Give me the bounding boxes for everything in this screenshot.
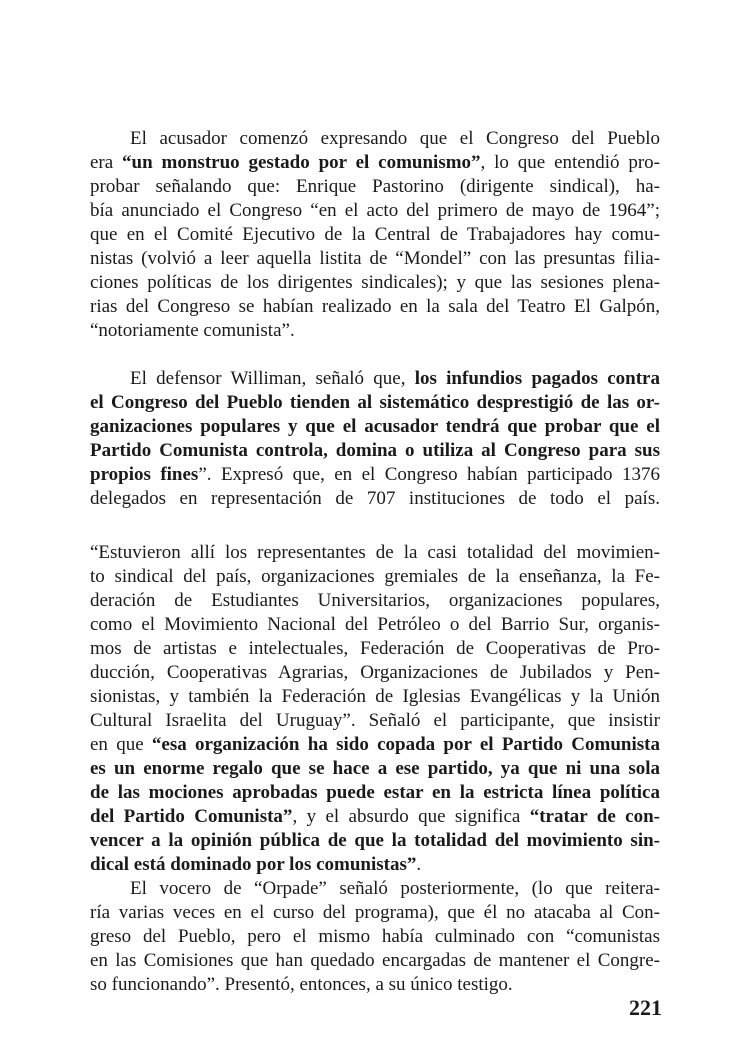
bold-quote: de las mociones aprobadas puede estar en la estricta línea política [90, 782, 660, 803]
bold-quote: “tratar de con- [529, 806, 660, 827]
bold-quote: es un enorme regalo que se hace a ese partido, ya que ni una sola [90, 758, 660, 779]
text-line: sionistas, y también la Federación de Iglesias Evangélicas y la Unión [90, 686, 660, 707]
text-line: so funcionando”. Presentó, entonces, a su único testigo. [90, 974, 513, 995]
bold-text: propios fines [90, 464, 199, 485]
text-line [90, 367, 660, 391]
bold-quote: vencer a la opinión pública de que la totalidad del movimiento sin- [90, 830, 660, 851]
text-line: Cultural Israelita del Uruguay”. Señaló el participante, que insistir [90, 710, 660, 731]
text-line: probar señalando que: Enrique Pastorino (dirigente sindical), ha- [90, 176, 660, 197]
text-line: en las Comisiones que han quedado encargadas de mantener el Congre- [90, 950, 660, 971]
paragraph-quote [90, 541, 660, 997]
bold-quote: “esa organización ha sido copada por el Partido Comunista [151, 734, 660, 755]
text-span: , y el absurdo que significa [292, 806, 530, 827]
text-span: El defensor Williman, señaló que, [130, 368, 415, 389]
text-line: ciones políticas de los dirigentes sindicales); y que las sesiones plena- [90, 272, 660, 293]
text-line [90, 805, 660, 829]
text-line: ducción, Cooperativas Agrarias, Organizaciones de Jubilados y Pen- [90, 662, 660, 683]
text-line [90, 781, 660, 805]
bold-quote: “un monstruo gestado por el comunismo” [122, 152, 481, 173]
text-line [90, 463, 660, 487]
paragraph-defender [90, 367, 660, 511]
text-line: El vocero de “Orpade” señaló posteriormente, (lo que reitera- [130, 878, 660, 899]
text-line: bía anunciado el Congreso “en el acto del primero de mayo de 1964”; [90, 200, 660, 221]
text-line [90, 151, 660, 175]
text-span: era [90, 152, 123, 173]
text-line: deración de Estudiantes Universitarios, organizaciones populares, [90, 590, 660, 611]
text-line [90, 757, 660, 781]
text-span: , lo que entendió pro- [480, 152, 660, 173]
text-line [90, 733, 660, 757]
text-line: que en el Comité Ejecutivo de la Central de Trabajadores hay comu- [90, 224, 660, 245]
bold-quote: del Partido Comunista” [90, 806, 293, 827]
bold-text: los infundios pagados contra [414, 368, 660, 389]
text-line [90, 415, 660, 439]
text-line [90, 439, 660, 463]
text-line: nistas (volvió a leer aquella listita de “Mondel” con las presuntas filia- [90, 248, 660, 269]
text-line: greso del Pueblo, pero el mismo había culminado con “comunistas [90, 926, 660, 947]
paragraph-accuser [90, 127, 660, 343]
text-span: en que [90, 734, 152, 755]
text-span: ”. Expresó que, en el Congreso habían participado 1376 [198, 464, 660, 485]
text-line [90, 829, 660, 853]
bold-text: el Congreso del Pueblo tienden al sistemático desprestigió de las or- [90, 392, 660, 413]
page-number: 221 [629, 995, 662, 1020]
text-span: . [416, 854, 422, 875]
text-line: ría varias veces en el curso del programa), que él no atacaba al Con- [90, 902, 660, 923]
text-line: “Estuvieron allí los representantes de la casi totalidad del movimien- [90, 542, 660, 563]
text-line [90, 391, 660, 415]
text-line [90, 853, 660, 877]
text-line: “notoriamente comunista”. [90, 320, 295, 341]
bold-quote: dical está dominado por los comunistas” [90, 854, 417, 875]
text-line: delegados en representación de 707 instituciones de todo el país. [90, 488, 660, 509]
bold-text: Partido Comunista controla, domina o utiliza al Congreso para sus [90, 440, 660, 461]
text-line: El acusador comenzó expresando que el Congreso del Pueblo [130, 128, 660, 149]
text-line: to sindical del país, organizaciones gremiales de la enseñanza, la Fe- [90, 566, 660, 587]
text-line: mos de artistas e intelectuales, Federación de Cooperativas de Pro- [90, 638, 660, 659]
text-line: rias del Congreso se habían realizado en la sala del Teatro El Galpón, [90, 296, 660, 317]
bold-text: ganizaciones populares y que el acusador tendrá que probar que el [90, 416, 660, 437]
text-line: como el Movimiento Nacional del Petróleo o del Barrio Sur, organis- [90, 614, 660, 635]
